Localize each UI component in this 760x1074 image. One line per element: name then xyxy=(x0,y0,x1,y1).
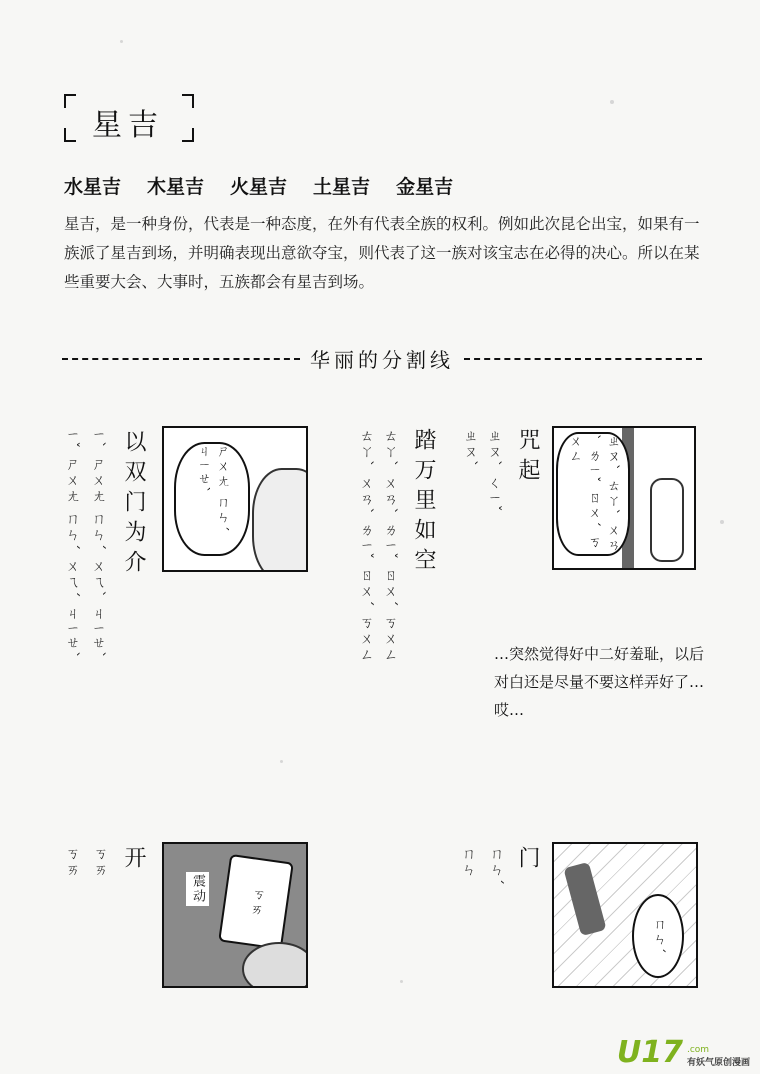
phonetic-column: ㄇㄣˊ xyxy=(488,846,504,887)
author-note: …突然觉得好中二好羞耻，以后对白还是尽量不要这样弄好了…哎… xyxy=(494,645,705,719)
panel-caption: 开 xyxy=(121,846,146,876)
panel-caption: 踏万里如空 xyxy=(411,428,436,578)
paper-speck xyxy=(280,760,283,763)
page-title: 星吉 xyxy=(92,108,164,143)
phonetic-column: ㄎㄞ xyxy=(92,846,108,878)
speech-bubble: ㄓㄡˋ ㄊㄚˋ ㄨㄢˋ ㄌㄧˇ ㄖㄨˊ ㄎㄨㄥ xyxy=(556,432,630,556)
phonetic-column: ㄎㄞ xyxy=(64,846,80,878)
phonetic-column: ㄊㄚˋ ㄨㄢˋ ㄌㄧˇ ㄖㄨˊ ㄎㄨㄥ xyxy=(382,428,398,664)
speech-bubble: ㄇㄣˊ xyxy=(632,894,684,978)
panel-caption: 咒起 xyxy=(515,428,540,488)
sfx-label: 震动 xyxy=(186,872,209,906)
decorative-divider xyxy=(62,344,702,373)
star-type: 土星吉 xyxy=(313,176,371,198)
manga-panel xyxy=(552,426,696,570)
phonetic-column: ㄓㄡˋ xyxy=(462,428,478,469)
watermark-logo xyxy=(616,1035,750,1070)
phonetic-column: ㄧˋ ㄕㄨㄤ ㄇㄣˊ ㄨㄟˋ ㄐㄧㄝˋ xyxy=(90,428,106,661)
dashed-line xyxy=(464,358,702,360)
character-figure xyxy=(563,862,606,936)
paper-speck xyxy=(610,100,614,104)
bracket-corner-icon xyxy=(182,128,194,142)
speech-bubble: ㄕㄨㄤ ㄇㄣˊ ㄐㄧㄝˋ xyxy=(174,442,250,556)
phonetic-column: ㄧˇ ㄕㄨㄤ ㄇㄣˊ ㄨㄟˊ ㄐㄧㄝˋ xyxy=(64,428,80,661)
brand-domain: .com xyxy=(686,1045,710,1055)
brand-logo: U17 xyxy=(616,1035,683,1070)
paper-speck xyxy=(400,980,403,983)
phonetic-column: ㄓㄡˋ ㄑㄧˇ xyxy=(486,428,502,514)
brand-tagline: 有妖气原创漫画 xyxy=(686,1058,750,1068)
shout-bubble: ㄎㄞ xyxy=(218,854,294,950)
dashed-line xyxy=(62,358,300,360)
panel-caption: 门 xyxy=(515,846,540,876)
bracket-corner-icon xyxy=(64,128,76,142)
manga-panel xyxy=(162,842,308,988)
divider-label: 华丽的分割线 xyxy=(310,348,454,372)
raised-hand xyxy=(650,478,684,562)
bracket-corner-icon xyxy=(64,94,76,108)
description-paragraph: 星吉，是一种身份，代表是一种态度，在外有代表全族的权利。例如此次昆仑出宝，如果有一族派了星吉到场，并明确表现出意欲夺宝，则代表了这一族对该宝志在必得的决心。所以在某些重要大会、大事时，五族都会有星吉到场。 xyxy=(64,215,700,291)
bracket-corner-icon xyxy=(182,94,194,108)
paper-speck xyxy=(720,520,724,524)
paper-speck xyxy=(120,40,123,43)
panel-caption: 以双门为介 xyxy=(121,430,146,580)
star-type: 火星吉 xyxy=(230,176,288,198)
character-head xyxy=(252,468,308,572)
helmet xyxy=(242,942,308,988)
manga-panel xyxy=(162,426,308,572)
star-type: 水星吉 xyxy=(64,176,122,198)
star-type: 金星吉 xyxy=(396,176,454,198)
phonetic-column: ㄇㄣ xyxy=(460,846,476,878)
manga-panel xyxy=(552,842,698,988)
star-type: 木星吉 xyxy=(147,176,205,198)
brand-side xyxy=(687,1045,750,1068)
star-types-row xyxy=(64,172,453,199)
phonetic-column: ㄊㄚˋ ㄨㄢˋ ㄌㄧˇ ㄖㄨˊ ㄎㄨㄥ xyxy=(358,428,374,664)
title-frame xyxy=(64,92,194,144)
